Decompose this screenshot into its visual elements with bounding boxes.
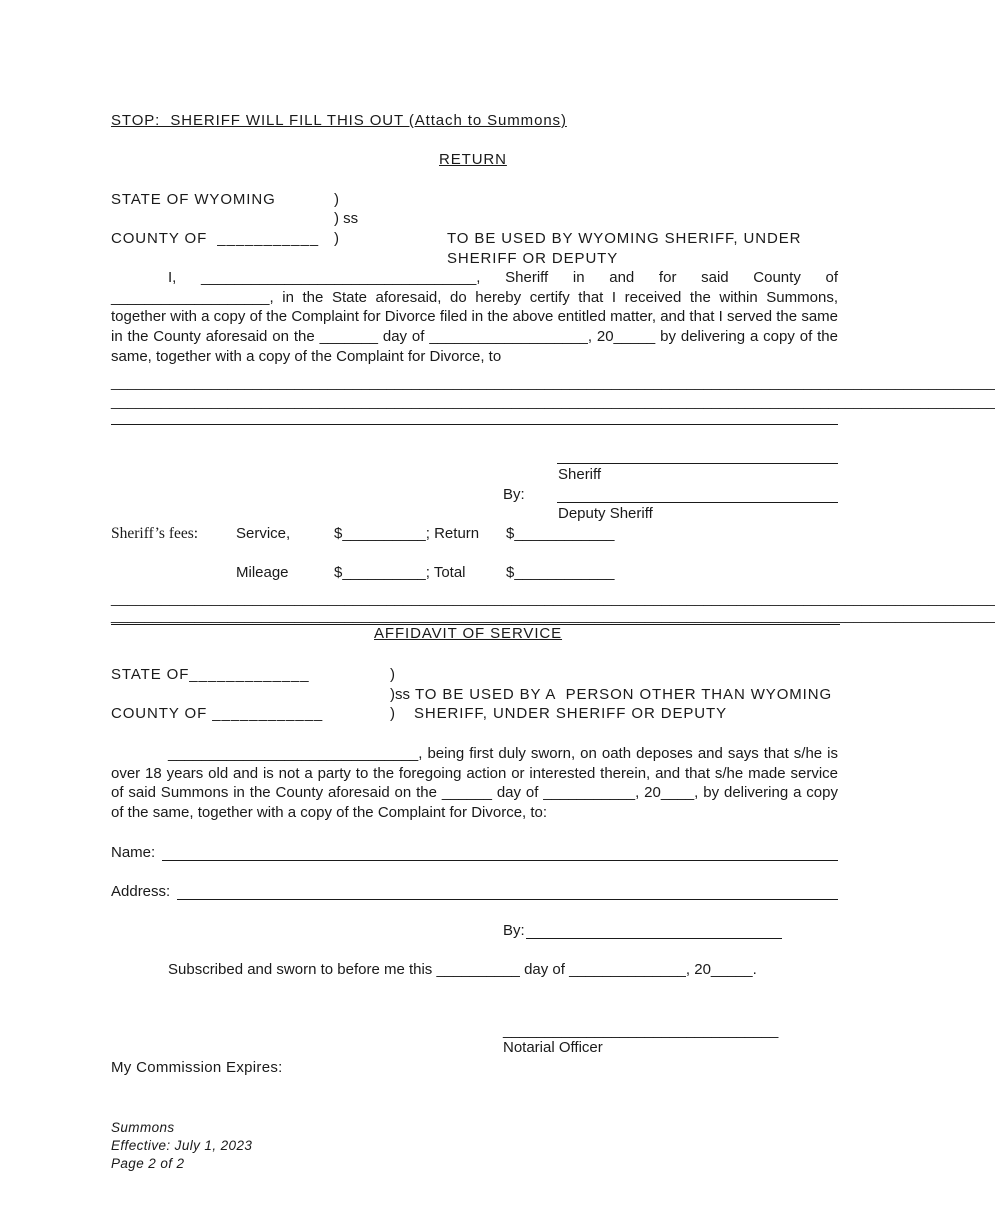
sheriff-use-note: TO BE USED BY WYOMING SHERIFF, UNDER: [447, 230, 802, 247]
sheriff-signature-line[interactable]: [557, 463, 838, 464]
caption-paren: ): [334, 191, 339, 208]
affidavit-state-label: STATE OF_____________: [111, 666, 310, 683]
commission-expires-label: My Commission Expires:: [111, 1059, 283, 1076]
subscribed-statement: Subscribed and sworn to before me this __________ day of ______________, 20_____.: [168, 961, 757, 978]
fill-line: __________________________________________________________________________________________________________: [111, 590, 995, 607]
return-title: RETURN: [439, 151, 507, 168]
stop-instruction: STOP: SHERIFF WILL FILL THIS OUT (Attach to Summons): [111, 112, 567, 129]
fees-label: Sheriff’s fees:: [111, 525, 199, 542]
county-label: COUNTY OF ___________: [111, 230, 319, 247]
name-label: Name:: [111, 844, 156, 861]
sheriff-use-note: SHERIFF OR DEPUTY: [447, 250, 619, 267]
return-fee-field[interactable]: $____________: [506, 525, 615, 542]
caption-paren: ): [390, 705, 395, 722]
divider-line: [111, 424, 838, 425]
certification-paragraph: I, _________________________________, Sheriff in and for said County of ___________________, in the State aforesaid, do hereby certify that I received the within Summons, together with a copy of the Complaint for Divorce filed in the above entitled matter, and that I served the same in the County aforesaid on the _______ day of ___________________, 20_____ by delivering a copy of the same, together with a copy of the Complaint for Divorce, to: [111, 269, 838, 365]
footer-form-name: Summons: [111, 1120, 175, 1135]
caption-ss: )ss: [390, 686, 410, 703]
footer-page-number: Page 2 of 2: [111, 1156, 185, 1171]
server-signature-line[interactable]: [526, 938, 782, 939]
deputy-signature-line[interactable]: [557, 502, 838, 503]
affidavit-county-label: COUNTY OF ____________: [111, 705, 324, 722]
deputy-sheriff-label: Deputy Sheriff: [558, 505, 653, 522]
sworn-paragraph: ______________________________, being first duly sworn, on oath deposes and says that s/he is over 18 years old and is not a party to the foregoing action or interested therein, and that s/he made service of said Summons in the County aforesaid on the ______ day of ___________, 20____, by delivering a copy of the same, together with a copy of the Complaint for Divorce, to:: [111, 745, 838, 822]
caption-ss: ) ss: [334, 210, 359, 227]
fill-line: __________________________________________________________________________________________________________: [111, 374, 995, 391]
notary-label: Notarial Officer: [503, 1039, 603, 1056]
fill-line: __________________________________________________________________________________________________________: [111, 393, 995, 410]
by-label: By:: [503, 922, 525, 939]
address-label: Address:: [111, 883, 171, 900]
total-fee-field[interactable]: $____________: [506, 564, 615, 581]
footer-effective-date: Effective: July 1, 2023: [111, 1138, 253, 1153]
address-field[interactable]: [177, 899, 838, 900]
service-label: Service,: [236, 525, 291, 542]
person-use-note: TO BE USED BY A PERSON OTHER THAN WYOMING: [415, 686, 833, 703]
caption-paren: ): [334, 230, 339, 247]
mileage-fee-field[interactable]: $__________; Total: [334, 564, 466, 581]
fill-line: __________________________________________________________________________________________________________: [111, 607, 995, 624]
name-field[interactable]: [162, 860, 838, 861]
service-fee-field[interactable]: $__________; Return: [334, 525, 480, 542]
mileage-label: Mileage: [236, 564, 289, 581]
notary-signature-line[interactable]: _________________________________: [503, 1022, 779, 1039]
caption-paren: ): [390, 666, 395, 683]
state-label: STATE OF WYOMING: [111, 191, 276, 208]
person-use-note: SHERIFF, UNDER SHERIFF OR DEPUTY: [414, 705, 727, 722]
sheriff-label: Sheriff: [558, 466, 602, 483]
by-label: By:: [503, 486, 525, 503]
affidavit-title: AFFIDAVIT OF SERVICE: [374, 625, 563, 642]
